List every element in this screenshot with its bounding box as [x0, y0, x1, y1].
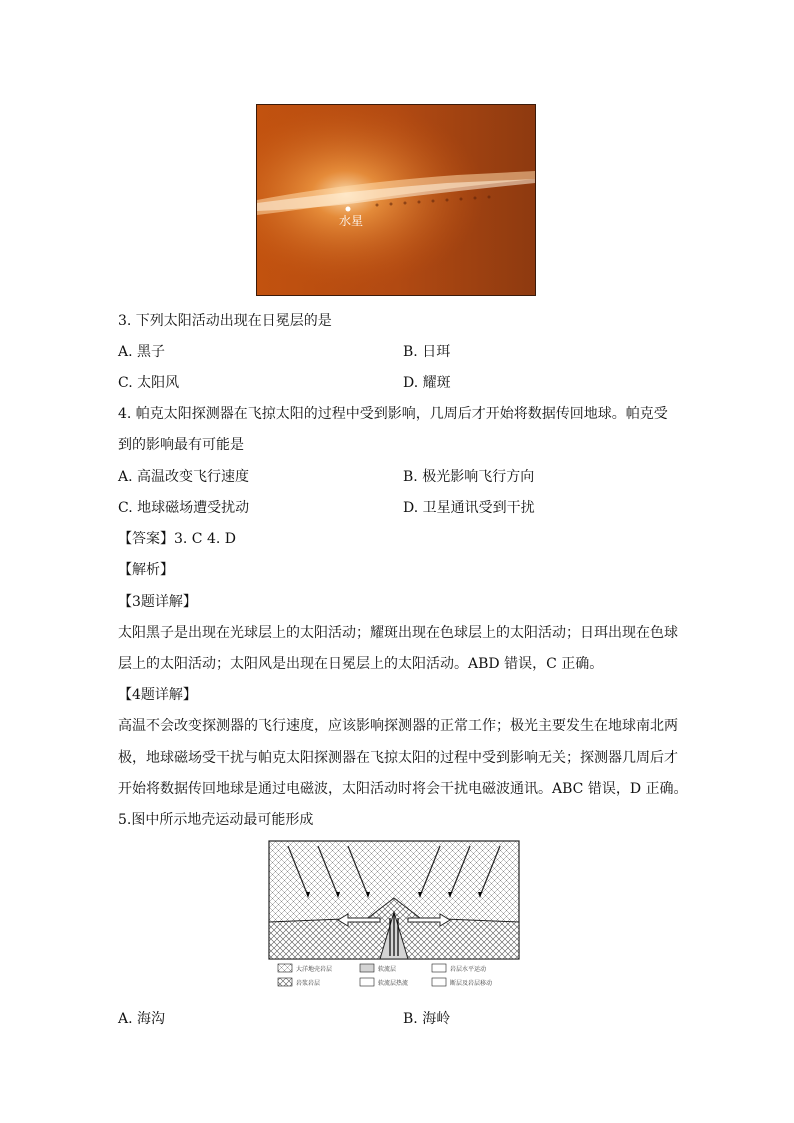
legend-horizontal-motion: 岩层水平运动	[450, 966, 487, 973]
solar-photo	[256, 104, 536, 296]
q4-option-d: D. 卫星通讯受到干扰	[403, 500, 535, 516]
detail3-title: 【3题详解】	[118, 594, 197, 610]
detail3-line1: 太阳黑子是出现在光球层上的太阳活动；耀斑出现在色球层上的太阳活动；日珥出现在色球	[118, 625, 678, 641]
q3-option-c: C. 太阳风	[118, 375, 180, 391]
detail4-title: 【4题详解】	[118, 687, 197, 703]
diagram-legend	[278, 964, 492, 987]
q5-option-b: B. 海岭	[403, 1011, 451, 1027]
detail4-line3: 开始将数据传回地球是通过电磁波，太阳活动时将会干扰电磁波通讯。ABC 错误，D 正确。	[118, 781, 688, 797]
q3-stem: 3. 下列太阳活动出现在日冕层的是	[118, 313, 332, 329]
legend-magmatic-rock: 岩浆岩层	[296, 980, 321, 987]
mercury-label: 水星	[339, 214, 364, 228]
legend-oceanic-crust: 大洋地壳岩层	[296, 966, 333, 973]
q4-stem-line2: 到的影响最有可能是	[118, 437, 244, 453]
q3-option-d: D. 耀斑	[403, 375, 451, 391]
detail4-line1: 高温不会改变探测器的飞行速度，应该影响探测器的正常工作；极光主要发生在地球南北两	[118, 718, 678, 734]
q4-stem-line1: 4. 帕克太阳探测器在飞掠太阳的过程中受到影响，几周后才开始将数据传回地球。帕克受	[118, 406, 668, 422]
detail3-line2: 层上的太阳活动；太阳风是出现在日冕层上的太阳活动。ABD 错误，C 正确。	[118, 656, 604, 672]
detail4-line2: 极，地球磁场受干扰与帕克太阳探测器在飞掠太阳的过程中受到影响无关；探测器几周后才	[118, 750, 678, 766]
q4-option-a: A. 高温改变飞行速度	[118, 469, 250, 485]
q4-option-b: B. 极光影响飞行方向	[403, 469, 535, 485]
crust-motion-diagram	[268, 840, 520, 992]
answer: 【答案】3. C 4. D	[118, 531, 237, 547]
q3-option-a: A. 黑子	[118, 344, 166, 360]
q4-option-c: C. 地球磁场遭受扰动	[118, 500, 250, 516]
legend-heat-flow: 软流层热流	[378, 980, 409, 987]
q5-stem: 5.图中所示地壳运动最可能形成	[118, 812, 314, 828]
q3-option-b: B. 日珥	[403, 344, 451, 360]
legend-fault-movement: 断层及岩层移动	[450, 980, 493, 987]
q5-option-a: A. 海沟	[118, 1011, 166, 1027]
analysis-title: 【解析】	[118, 562, 174, 578]
legend-asthenosphere: 软流层	[378, 966, 397, 973]
solar-corona-image	[257, 105, 535, 295]
